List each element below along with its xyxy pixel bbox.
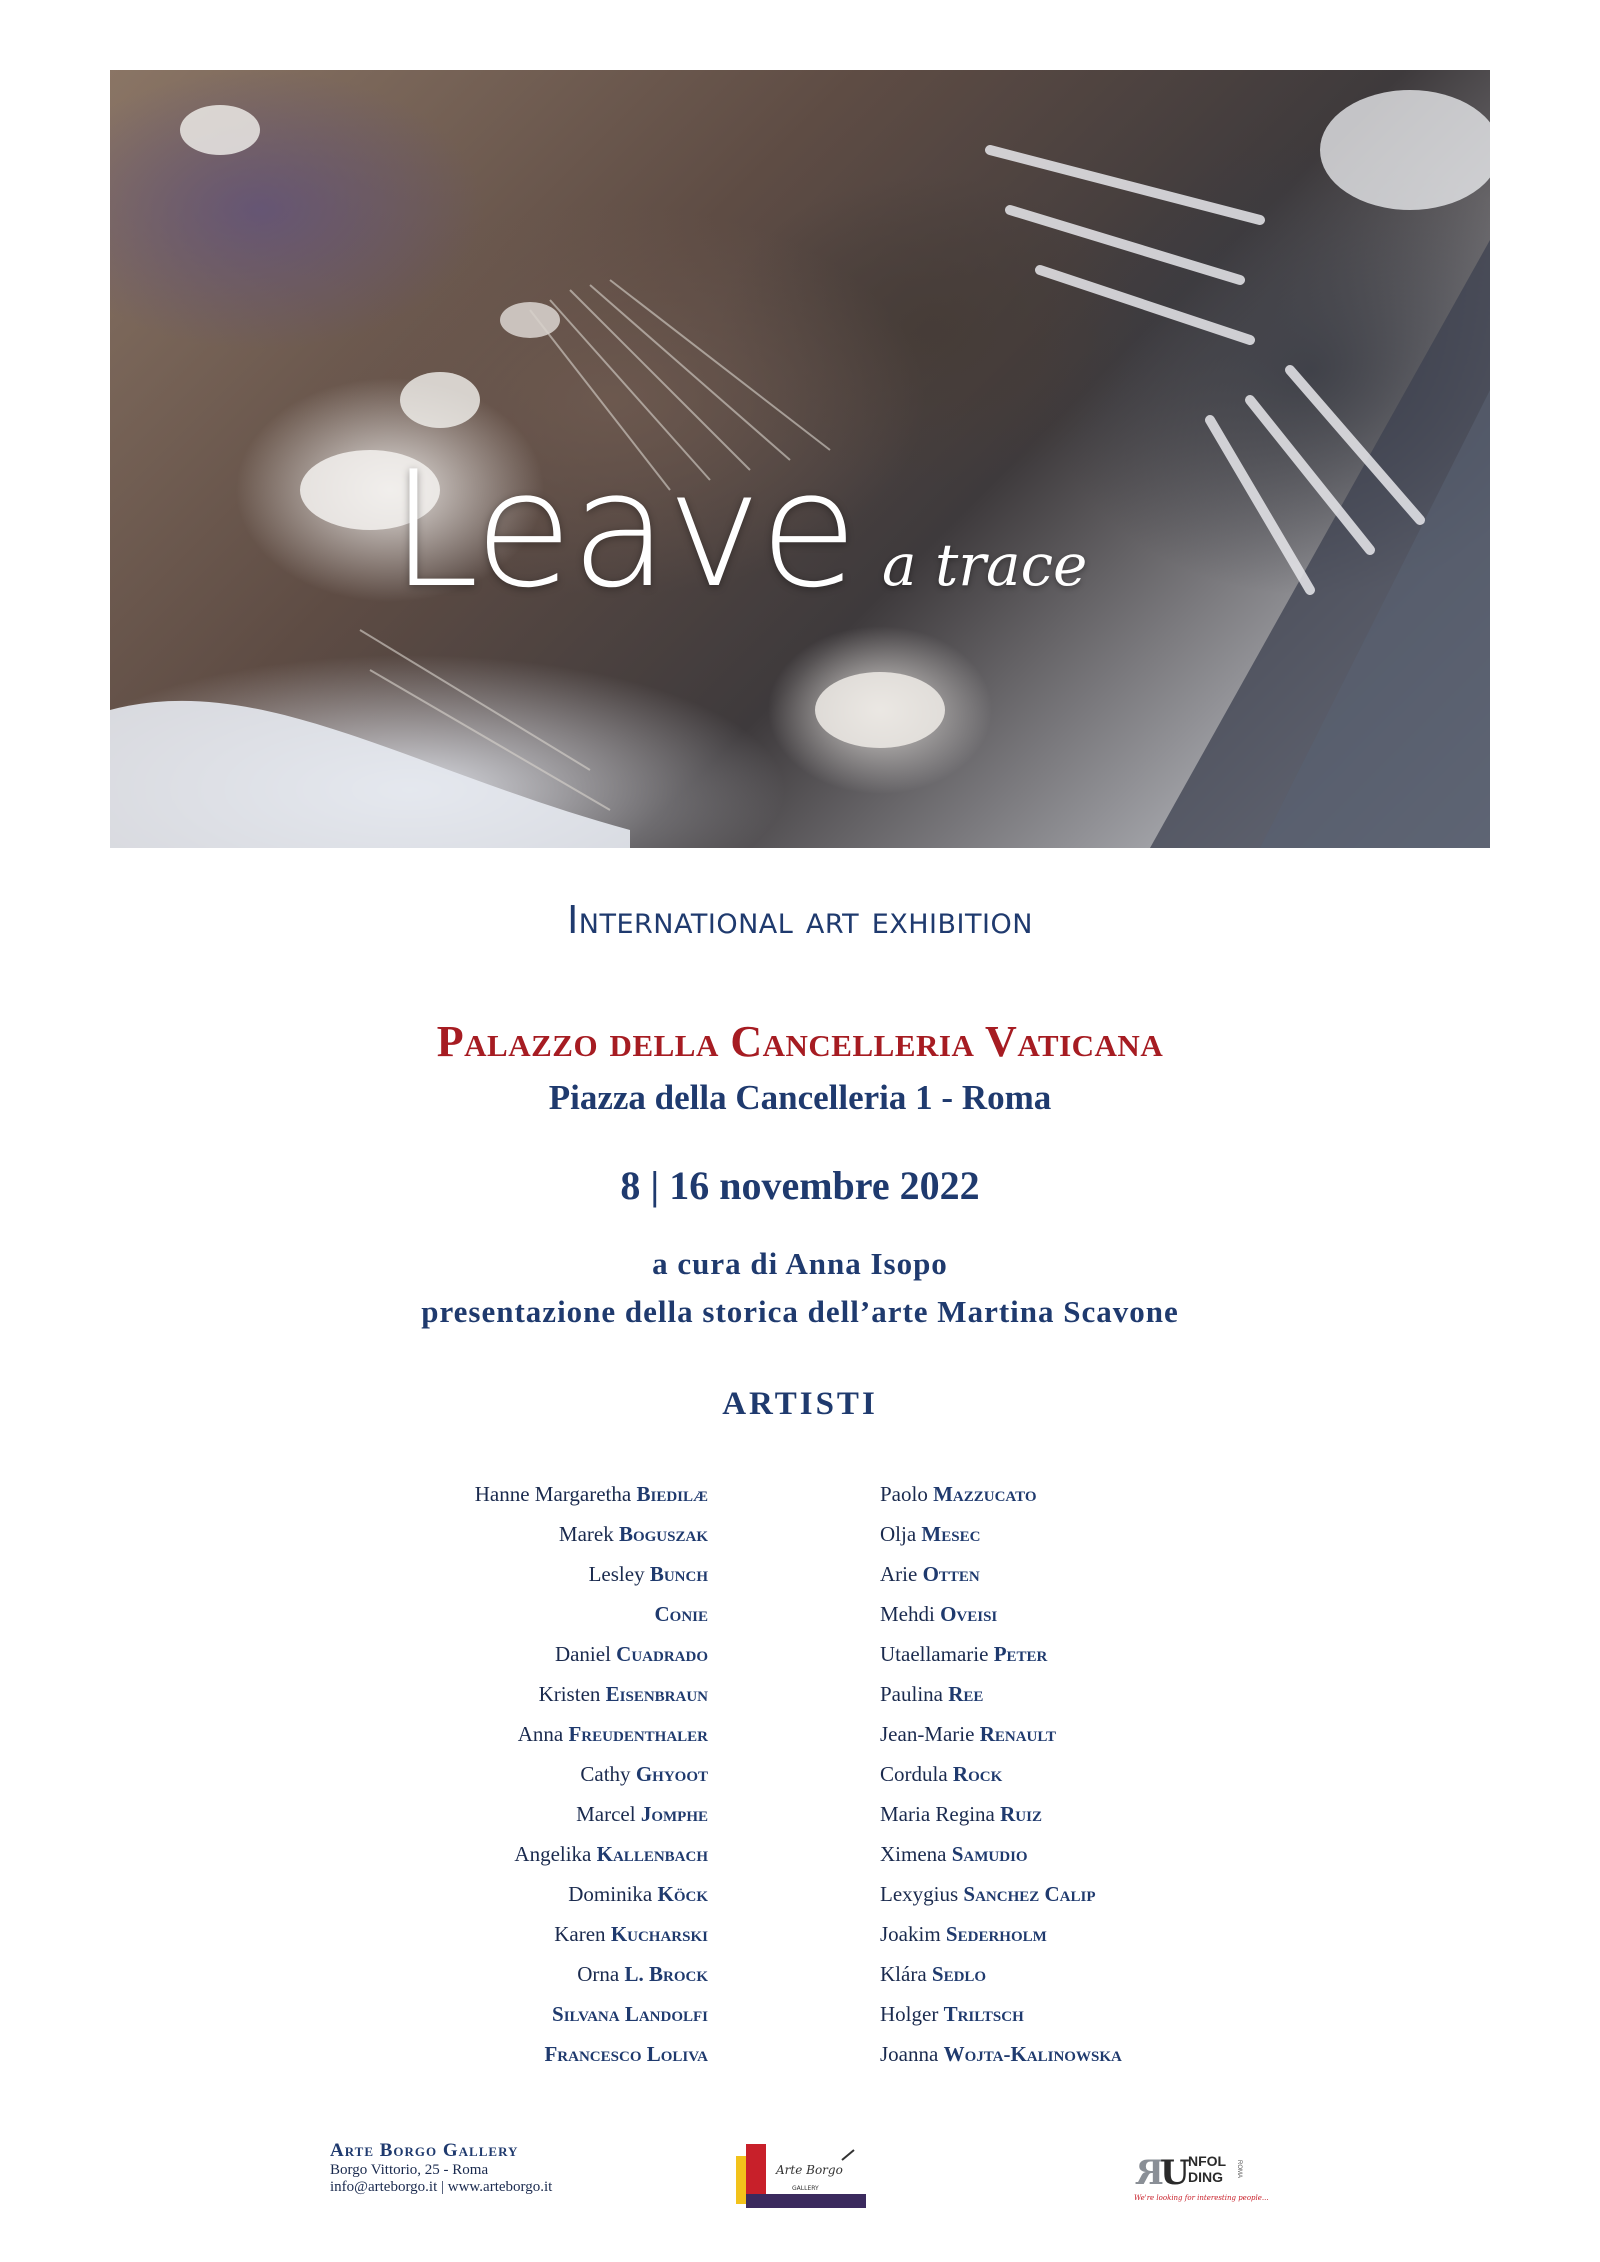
artist-last-name: L. Brock [624, 1962, 708, 1986]
artist-first-name: Lexygius [880, 1882, 959, 1906]
artist-first-name: Olja [880, 1522, 917, 1546]
artist-first-name: Anna [517, 1722, 564, 1746]
artist-first-name: Utaellamarie [880, 1642, 989, 1666]
artist-first-name: Maria Regina [880, 1802, 995, 1826]
artist-entry [880, 1554, 1122, 1594]
artist-last-name: Eisenbraun [605, 1682, 708, 1706]
artist-first-name: Joakim [880, 1922, 941, 1946]
artist-entry [880, 1674, 1122, 1714]
artist-entry [475, 1714, 708, 1754]
artist-last-name: Francesco Loliva [544, 2042, 708, 2066]
artist-entry [475, 1514, 708, 1554]
artist-entry [880, 1914, 1122, 1954]
logo-right-b: DING [1188, 2169, 1223, 2185]
artist-first-name: Hanne Margaretha [474, 1482, 632, 1506]
artist-last-name: Silvana Landolfi [552, 2002, 708, 2026]
artist-first-name: Lesley [588, 1562, 645, 1586]
artist-first-name: Klára [880, 1962, 927, 1986]
artist-last-name: Sanchez Calip [963, 1882, 1096, 1906]
artist-last-name: Renault [979, 1722, 1057, 1746]
logo-mid-text: Arte Borgo [776, 2163, 843, 2177]
artists-heading: ARTISTI [722, 1386, 878, 1422]
artist-entry [475, 1794, 708, 1834]
artist-last-name: Ghyoot [635, 1762, 708, 1786]
hero-title-script: a trace [881, 531, 1088, 599]
artist-first-name: Marcel [576, 1802, 636, 1826]
exhibition-subtitle: International art exhibition [567, 898, 1033, 942]
artist-entry [880, 1994, 1122, 2034]
artist-entry [475, 1674, 708, 1714]
artist-first-name: Holger [880, 2002, 939, 2026]
artist-first-name: Cordula [880, 1762, 948, 1786]
artist-last-name: Bunch [649, 1562, 708, 1586]
artist-last-name: Sederholm [945, 1922, 1047, 1946]
artist-last-name: Kallenbach [596, 1842, 708, 1866]
artist-first-name: Daniel [554, 1642, 611, 1666]
artist-last-name: Oveisi [940, 1602, 998, 1626]
artist-last-name: Kucharski [610, 1922, 708, 1946]
artist-entry [475, 1834, 708, 1874]
artist-entry [475, 1994, 708, 2034]
artist-last-name: Mesec [921, 1522, 981, 1546]
artist-last-name: Jomphe [640, 1802, 708, 1826]
venue-address: Piazza della Cancelleria 1 - Roma [548, 1078, 1052, 1117]
artists-list-right [880, 1474, 1122, 2074]
artist-entry [880, 1634, 1122, 1674]
artist-first-name: Kristen [538, 1682, 601, 1706]
artist-first-name: Joanna [880, 2042, 939, 2066]
artist-entry [475, 1874, 708, 1914]
artist-first-name: Marek [558, 1522, 614, 1546]
artist-entry [880, 1794, 1122, 1834]
artist-first-name: Ximena [880, 1842, 947, 1866]
logo-mid-sub: GALLERY [792, 2185, 819, 2192]
artist-last-name: Peter [993, 1642, 1048, 1666]
gallery-contact: info@arteborgo.it | www.arteborgo.it [330, 2179, 553, 2195]
artist-last-name: Wojta-Kalinowska [943, 2042, 1122, 2066]
artist-last-name: Ruiz [1000, 1802, 1042, 1826]
artist-entry [475, 1914, 708, 1954]
artist-entry [880, 2034, 1122, 2074]
presenter-line: presentazione della storica dell’arte Martina Scavone [421, 1294, 1179, 1329]
gallery-info [330, 2140, 552, 2196]
svg-text:U: U [1160, 2153, 1190, 2193]
exhibition-dates: 8 | 16 novembre 2022 [620, 1163, 980, 1208]
artist-last-name: Cuadrado [616, 1642, 708, 1666]
arte-borgo-logo [732, 2138, 872, 2214]
artist-last-name: Boguszak [618, 1522, 708, 1546]
artists-list-left [475, 1474, 708, 2074]
artist-first-name: Cathy [580, 1762, 631, 1786]
artist-last-name: Köck [657, 1882, 708, 1906]
artist-entry [880, 1474, 1122, 1514]
artist-entry [475, 1474, 708, 1514]
artist-last-name: Biedilæ [636, 1482, 708, 1506]
artist-last-name: Conie [654, 1602, 708, 1626]
artist-last-name: Mazzucato [933, 1482, 1037, 1506]
artist-entry [475, 1594, 708, 1634]
unfolding-roma-logo [1134, 2146, 1274, 2210]
artist-entry [475, 1554, 708, 1594]
gallery-name: Arte Borgo Gallery [330, 2140, 519, 2161]
artist-first-name: Jean-Marie [880, 1722, 975, 1746]
artist-entry [880, 1514, 1122, 1554]
artist-entry [880, 1954, 1122, 1994]
artist-entry [880, 1714, 1122, 1754]
artist-first-name: Paolo [880, 1482, 928, 1506]
artist-last-name: Samudio [951, 1842, 1028, 1866]
logo-right-a: NFOL [1188, 2153, 1227, 2169]
artist-entry [880, 1834, 1122, 1874]
logo-right-side: ROMA [1236, 2160, 1242, 2178]
artist-first-name: Dominika [568, 1882, 653, 1906]
artist-entry [880, 1874, 1122, 1914]
artist-entry [475, 2034, 708, 2074]
artist-entry [475, 1634, 708, 1674]
gallery-address: Borgo Vittorio, 25 - Roma [330, 2162, 489, 2178]
artist-last-name: Otten [922, 1562, 980, 1586]
artist-first-name: Angelika [514, 1842, 592, 1866]
curator-line: a cura di Anna Isopo [652, 1246, 948, 1281]
hero-artwork [110, 70, 1490, 848]
artist-last-name: Rock [952, 1762, 1003, 1786]
venue-name: Palazzo della Cancelleria Vaticana [436, 1017, 1164, 1066]
artist-first-name: Paulina [880, 1682, 943, 1706]
logo-right-tagline: We're looking for interesting people... [1134, 2194, 1269, 2202]
hero-title-main: Leave [390, 436, 856, 623]
artist-first-name: Karen [554, 1922, 606, 1946]
artist-last-name: Freudenthaler [568, 1722, 708, 1746]
artist-entry [475, 1754, 708, 1794]
hero-title [390, 436, 1088, 623]
artist-last-name: Sedlo [931, 1962, 987, 1986]
artist-first-name: Mehdi [880, 1602, 935, 1626]
artist-entry [880, 1594, 1122, 1634]
artist-first-name: Arie [880, 1562, 918, 1586]
artist-last-name: Ree [948, 1682, 984, 1706]
svg-text:R: R [1135, 2153, 1164, 2193]
artist-entry [880, 1754, 1122, 1794]
artist-entry [475, 1954, 708, 1994]
artist-first-name: Orna [577, 1962, 620, 1986]
artist-last-name: Triltsch [943, 2002, 1024, 2026]
